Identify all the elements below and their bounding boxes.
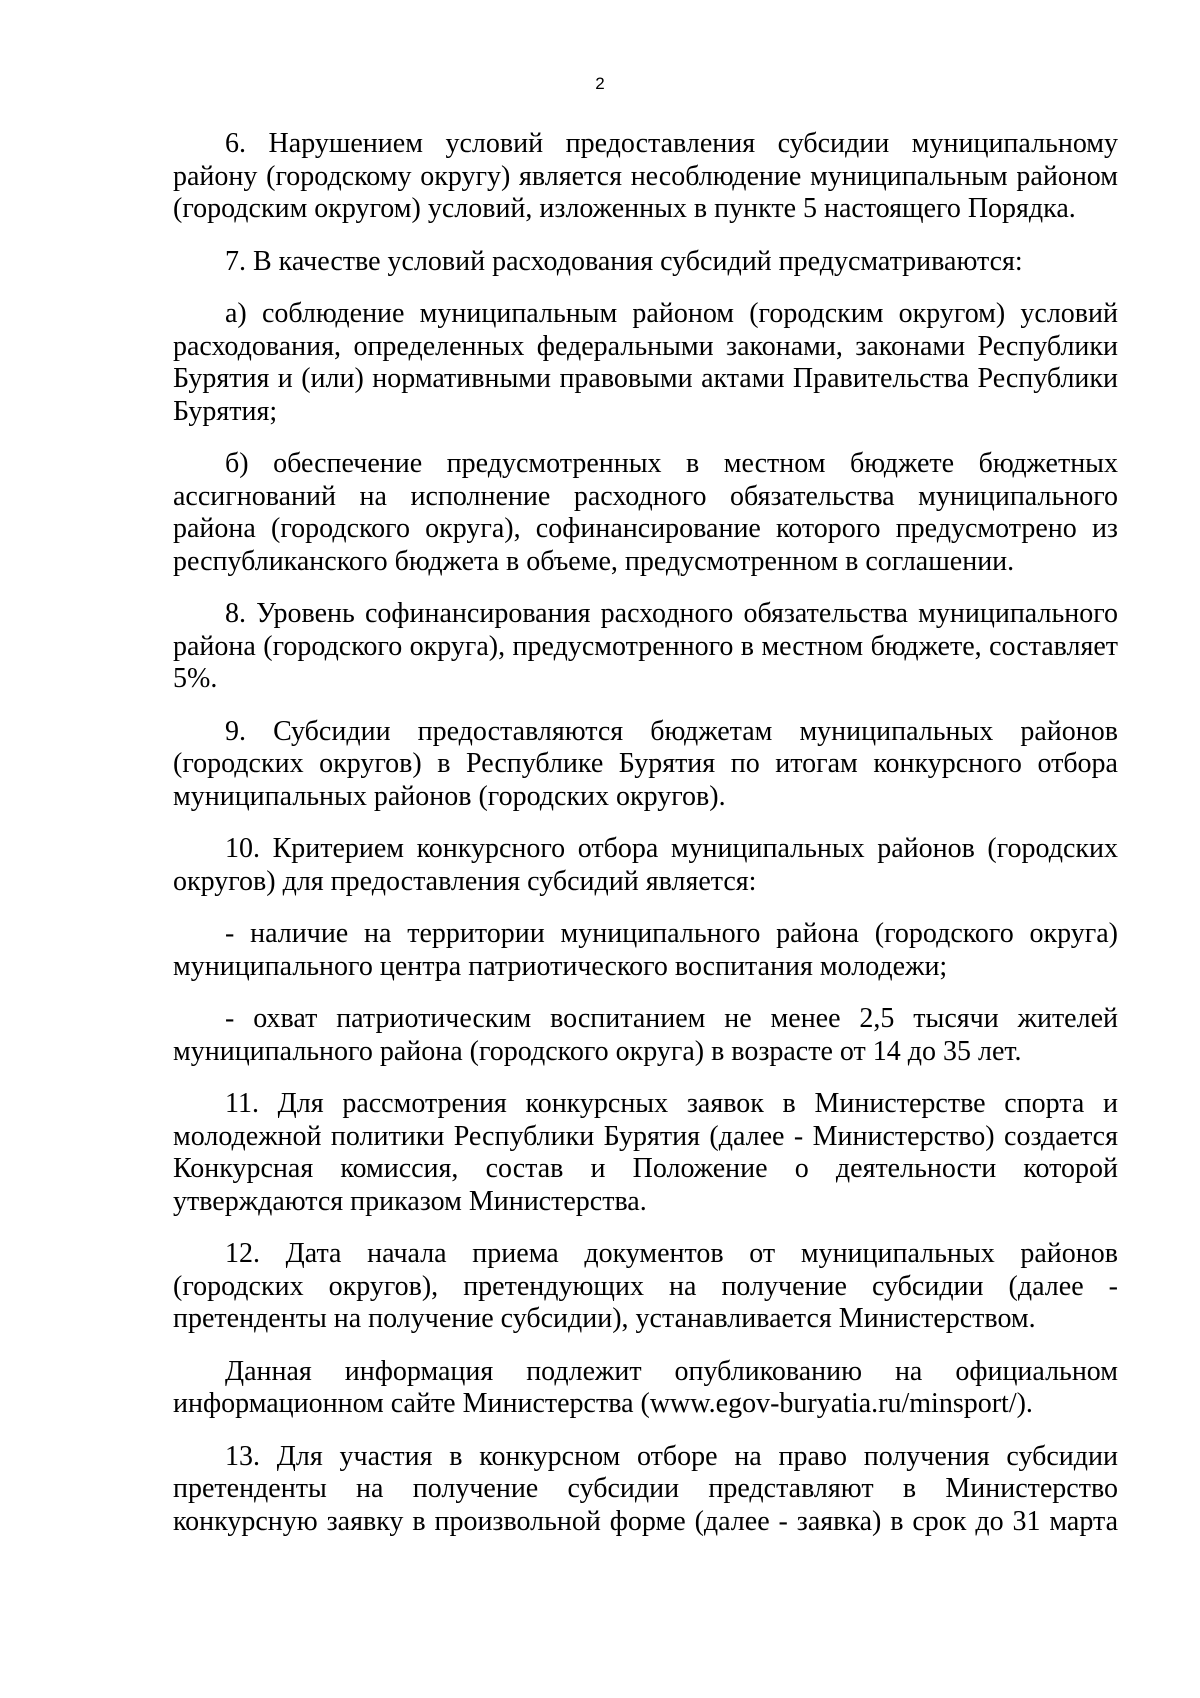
paragraph-8: 8. Уровень софинансирования расходного обязательства муниципального района (городского округа), предусмотренного в местном бюджете, составляет 5%. bbox=[173, 598, 1118, 694]
paragraph-10-criterion-1: - наличие на территории муниципального района (городского округа) муниципального центра патриотического воспитания молодежи; bbox=[173, 918, 1118, 982]
paragraph-7b: б) обеспечение предусмотренных в местном бюджете бюджетных ассигнований на исполнение расходного обязательства муниципального района (городского округа), софинансирование которого предусмотрено из республиканского бюджета в объеме, предусмотренном в соглашении. bbox=[173, 448, 1118, 577]
document-body bbox=[173, 128, 1118, 1558]
paragraph-13: 13. Для участия в конкурсном отборе на право получения субсидии претенденты на получение субсидии представляют в Министерство конкурсную заявку в произвольной форме (далее - заявка) в срок до 31 марта bbox=[173, 1440, 1118, 1537]
paragraph-10-criterion-2: - охват патриотическим воспитанием не менее 2,5 тысячи жителей муниципального района (городского округа) в возрасте от 14 до 35 лет. bbox=[173, 1003, 1118, 1067]
paragraph-12-publication: Данная информация подлежит опубликованию на официальном информационном сайте Министерства (www.egov-buryatia.ru/minsport/). bbox=[173, 1355, 1118, 1419]
paragraph-6: 6. Нарушением условий предоставления субсидии муниципальному району (городскому округу) является несоблюдение муниципальным районом (городским округом) условий, изложенных в пункте 5 настоящего Порядка. bbox=[173, 128, 1118, 224]
paragraph-9: 9. Субсидии предоставляются бюджетам муниципальных районов (городских округов) в Республике Бурятия по итогам конкурсного отбора муниципальных районов (городских округов). bbox=[173, 715, 1118, 812]
paragraph-11: 11. Для рассмотрения конкурсных заявок в Министерстве спорта и молодежной политики Республики Бурятия (далее - Министерство) создается Конкурсная комиссия, состав и Положение о деятельности которой утверждаются приказом Министерства. bbox=[173, 1088, 1118, 1217]
page-number: 2 bbox=[595, 74, 605, 93]
paragraph-7a: а) соблюдение муниципальным районом (городским округом) условий расходования, определенных федеральными законами, законами Республики Бурятия и (или) нормативными правовыми актами Правительства Республики Бурятия; bbox=[173, 298, 1118, 427]
paragraph-10: 10. Критерием конкурсного отбора муниципальных районов (городских округов) для предоставления субсидий является: bbox=[173, 833, 1118, 897]
paragraph-12: 12. Дата начала приема документов от муниципальных районов (городских округов), претендующих на получение субсидии (далее - претенденты на получение субсидии), устанавливается Министерством. bbox=[173, 1238, 1118, 1334]
paragraph-7: 7. В качестве условий расходования субсидий предусматриваются: bbox=[225, 245, 1023, 277]
